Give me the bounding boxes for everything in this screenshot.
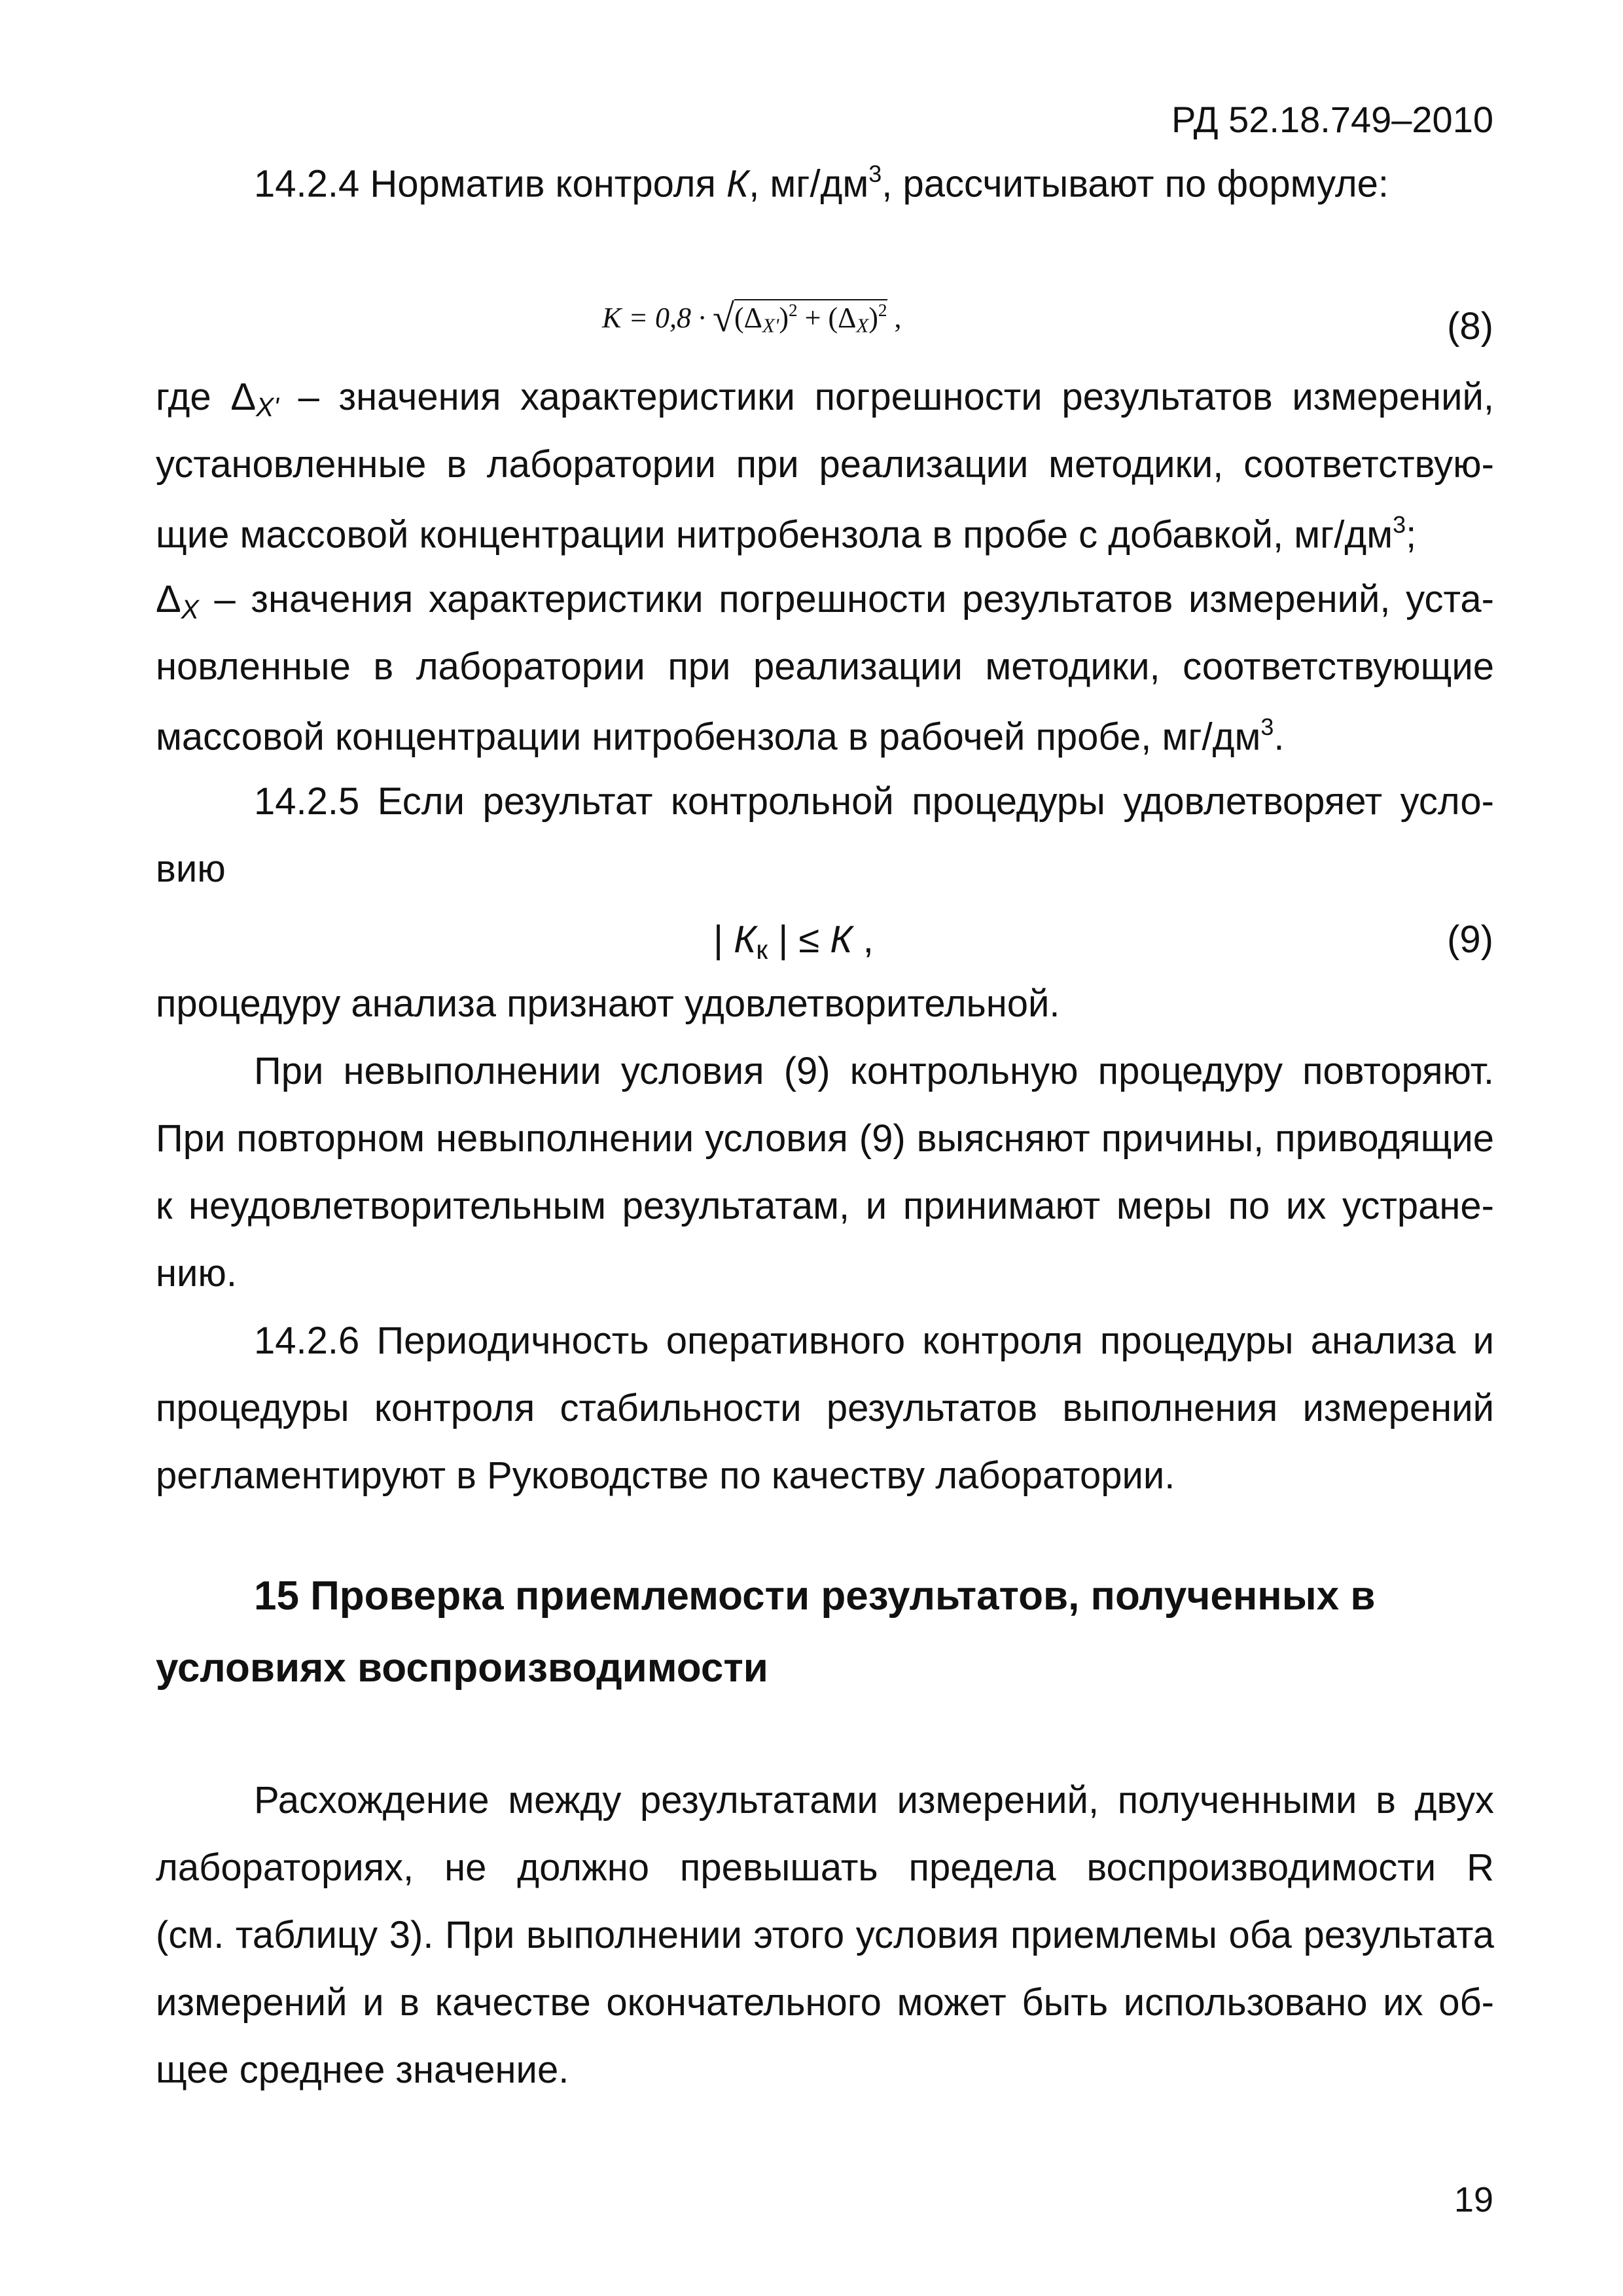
paragraph-15-line-5: щее среднее значение. — [156, 2049, 569, 2091]
subscript: X — [181, 594, 199, 625]
paragraph-fail-line-1: При невыполнении условия (9) контрольную процедуру повторяют. — [254, 1050, 1494, 1092]
subscript: X' — [256, 392, 279, 423]
formula-8 — [602, 296, 902, 341]
text: – значения характеристики погрешности результатов измерений, уста- — [198, 578, 1494, 620]
where-line-4 — [156, 578, 1494, 625]
formula-9 — [713, 918, 874, 965]
text: , рассчитывают по формуле: — [882, 162, 1389, 206]
text: | — [713, 918, 734, 961]
paragraph-14-2-6-line-1: 14.2.6 Периодичность оперативного контроля процедуры анализа и — [254, 1319, 1494, 1362]
text: ; — [1406, 513, 1417, 556]
var-k: К — [830, 918, 853, 961]
paragraph-fail-line-4: нию. — [156, 1252, 238, 1295]
text: 14.2.4 Норматив контроля — [254, 162, 726, 206]
text: + (Δ — [797, 302, 857, 334]
subscript: X' — [762, 314, 779, 337]
where-line-2: установленные в лаборатории при реализации методики, соответствую- — [156, 443, 1494, 486]
section-15-heading-line-2: условиях воспроизводимости — [156, 1645, 768, 1691]
paragraph-14-2-5-line-2: вию — [156, 848, 226, 890]
paragraph-14-2-4 — [254, 160, 1494, 206]
where-line-5: новленные в лаборатории при реализации методики, соответствующие — [156, 645, 1494, 688]
text: где Δ — [156, 376, 257, 418]
text: щие массовой концентрации нитробензола в пробе с добавкой, мг/дм — [156, 513, 1393, 556]
subscript: X — [856, 314, 869, 337]
formula-lhs: K = 0,8 · — [602, 302, 706, 334]
text: – значения характеристики погрешности результатов измерений, — [278, 376, 1494, 418]
document-code: РД 52.18.749–2010 — [1171, 99, 1493, 140]
superscript: 3 — [1260, 713, 1274, 740]
sqrt-sign-icon: √ — [713, 296, 734, 340]
superscript: 2 — [789, 300, 798, 321]
paragraph-15-line-4: измерений и в качестве окончательного может быть использовано их об- — [156, 1981, 1494, 2024]
superscript: 2 — [878, 300, 887, 321]
sqrt-radicand — [734, 299, 887, 337]
superscript: 3 — [1393, 511, 1406, 538]
text: | ≤ — [768, 918, 830, 961]
var-k: К — [726, 162, 749, 206]
paragraph-14-2-5-conclusion: процедуру анализа признают удовлетворительной. — [156, 982, 1060, 1025]
where-line-1 — [156, 378, 1494, 421]
paragraph-14-2-6-line-3: регламентируют в Руководстве по качеству лаборатории. — [156, 1454, 1175, 1497]
text: ) — [779, 302, 789, 334]
var-k: К — [734, 918, 757, 961]
text: . — [1274, 715, 1285, 759]
page-number: 19 — [1454, 2180, 1493, 2219]
paragraph-15-line-2: лабораториях, не должно превышать предела воспроизводимости R — [156, 1846, 1494, 1889]
text: Δ — [156, 578, 181, 620]
paragraph-fail-line-3: к неудовлетворительным результатам, и принимают меры по их устране- — [156, 1185, 1494, 1227]
text: , — [894, 302, 902, 334]
paragraph-14-2-5-line-1: 14.2.5 Если результат контрольной процедуры удовлетворяет усло- — [254, 780, 1494, 823]
paragraph-15-line-1: Расхождение между результатами измерений, полученными в двух — [254, 1779, 1494, 1821]
text: , — [852, 918, 874, 961]
superscript: 3 — [868, 160, 882, 187]
text: , мг/дм — [749, 162, 869, 206]
text: ) — [868, 302, 878, 334]
paragraph-fail-line-2: При повторном невыполнении условия (9) выясняют причины, приводящие — [156, 1117, 1494, 1160]
text: массовой концентрации нитробензола в рабочей пробе, мг/дм — [156, 715, 1261, 759]
section-15-heading-line-1: 15 Проверка приемлемости результатов, полученных в — [254, 1573, 1376, 1619]
paragraph-15-line-3: (см. таблицу 3). При выполнении этого условия приемлемы оба результата — [156, 1914, 1494, 1956]
where-line-3 — [156, 513, 1494, 554]
equation-number-9: (9) — [1447, 918, 1493, 961]
where-line-6 — [156, 713, 1494, 759]
paragraph-14-2-6-line-2: процедуры контроля стабильности результатов выполнения измерений — [156, 1387, 1494, 1429]
subscript: к — [756, 935, 768, 965]
text: (Δ — [734, 302, 762, 334]
equation-number-8: (8) — [1447, 305, 1493, 348]
